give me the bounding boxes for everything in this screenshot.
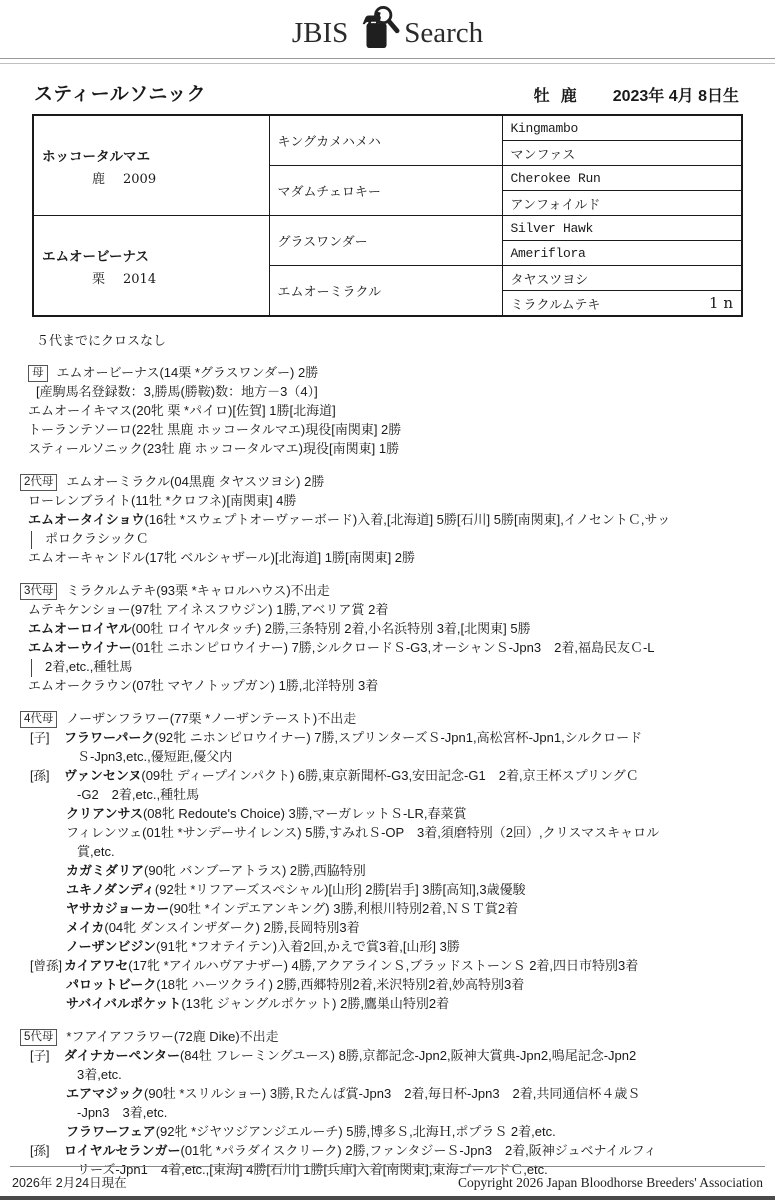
pedigree-line [20, 529, 775, 548]
record-text: (04牝 ダンスインザダーク) 2勝,長岡特別3着 [104, 920, 360, 935]
pedigree-line [20, 785, 775, 804]
pedigree-line [20, 600, 775, 619]
horse-name: フラワーフェア [66, 1124, 156, 1139]
divider-line [0, 63, 775, 64]
record-text: (14栗 *グラスワンダー) 2勝 [159, 365, 319, 380]
sire-name: ホッコータルマエ [42, 148, 150, 164]
pedigree-line [20, 657, 775, 676]
race-detail: -G2 2着,etc.,種牡馬 [77, 787, 200, 802]
title-row [34, 79, 739, 106]
section-head [20, 709, 775, 728]
horse-name: ユキノダンディ [66, 882, 155, 897]
dam-coat: 栗 [92, 270, 106, 286]
grandparent-cell: マダムチェロキー [269, 166, 502, 216]
record-text: (91牝 *フオテイテン)入着2回,かえで賞3着,[山形] 3勝 [156, 939, 460, 954]
record-text: (20牝 栗 *パイロ)[佐賀] 1勝[北海道] [132, 403, 336, 418]
pedigree-line [20, 766, 775, 785]
sire-coat: 鹿 [92, 170, 106, 186]
horse-name: エムオークラウン [28, 678, 133, 693]
section-dam4 [0, 709, 775, 1013]
horse-name: カイアワセ [64, 958, 129, 973]
bottom-band [0, 1196, 775, 1200]
race-detail: リーズ-Jpn1 4着,etc.,[東海] 4勝[石川] 1勝[兵庫]入着[南関東],東海ゴールドＣ,etc. [77, 1162, 548, 1177]
greatgrandparent-cell: タヤスツヨシ [502, 266, 742, 291]
record-text: (11牡 *クロフネ)[南関東] 4勝 [131, 493, 297, 508]
horse-name: エムオーキャンドル [28, 550, 146, 565]
record-text: (04黒鹿 タヤスツヨシ) 2勝 [170, 474, 325, 489]
race-detail: 3着,etc. [77, 1067, 122, 1082]
record-text: (92牝 *ジヤツジアンジエルーチ) 5勝,博多Ｓ,北海Ｈ,ポプラＳ 2着,etc. [155, 1124, 556, 1139]
horse-name: ロイヤルセランガー [64, 1143, 181, 1158]
race-detail: -Jpn3 3着,etc. [77, 1105, 168, 1120]
pedigree-line [20, 823, 775, 842]
record-text: (18牝 ハーツクライ) 2勝,西郷特別2着,米沢特別2着,妙高特別3着 [156, 977, 525, 992]
pedigree-line [20, 638, 775, 657]
record-text: (16牡 *スウェプトオーヴァーボード)入着,[北海道] 5勝[石川] 5勝[南関東],イノセントＣ,サッ [144, 512, 671, 527]
section-head [20, 472, 775, 491]
greatgrandparent-cell: Cherokee Run [502, 166, 742, 191]
greatgrandparent-cell: Ameriflora [502, 241, 742, 266]
record-text: (08牝 Redoute's Choice) 3勝,マーガレットＳ-LR,春菜賞 [142, 806, 467, 821]
pedigree-line [20, 975, 775, 994]
header-divider [0, 58, 775, 64]
pedigree-line [20, 1103, 775, 1122]
pedigree-line [20, 1084, 775, 1103]
race-detail: Ｓ-Jpn3,etc.,優短距,優父内 [77, 749, 233, 764]
generation-box: 4代母 [20, 711, 57, 728]
record-text: (07牡 マヤノトップガン) 1勝,北洋特別 3着 [132, 678, 379, 693]
horse-name: エムオーロイヤル [28, 621, 132, 636]
horse-silhouette [363, 12, 381, 25]
generation-box: 5代母 [20, 1029, 57, 1046]
section-dam [0, 363, 775, 458]
horse-name: エアマジック [66, 1086, 145, 1101]
pedigree-line [20, 956, 775, 975]
record-text: (17牝 *アイルハヴアナザー) 4勝,アクアラインＳ,ブラッドストーンＳ 2着,四日市特別3着 [128, 958, 639, 973]
horse-name: エムオーミラクル [66, 474, 171, 489]
dam-cell [33, 216, 269, 317]
jbis-logo [292, 5, 483, 48]
record-text: (90牡 *インデエアンキング) 3勝,利根川特別2着,ＮＳＴ賞2着 [169, 901, 519, 916]
magnifier-handle [389, 21, 397, 31]
record-text: (01牝 *パラダイスクリーク) 2勝,ファンタジーＳ-Jpn3 2着,阪神ジュベナイルフィ [180, 1143, 657, 1158]
pedigree-line [20, 491, 775, 510]
divider-line [0, 58, 775, 59]
pedigree-line [20, 899, 775, 918]
sex-label: 牡 [533, 88, 550, 105]
record-text: (01牡 ニホンピロウイナー) 7勝,シルクロードＳ-G3,オーシャンＳ-Jpn3 2着,福島民友Ｃ-L [131, 640, 655, 655]
horse-name: ムテキケンショー [28, 602, 131, 617]
relation-label: [孫] [30, 1144, 50, 1158]
record-text: (22牡 黒鹿 ホッコータルマエ)現役[南関東] 2勝 [131, 422, 402, 437]
race-detail: 2着,etc.,種牡馬 [45, 659, 133, 674]
section-head [20, 581, 775, 600]
horse-name: エムオーイキマス [28, 403, 133, 418]
race-detail: ポロクラシックＣ [45, 531, 149, 546]
branch-bar [31, 531, 32, 549]
horse-name: エムオービーナス [56, 365, 160, 380]
record-text: (23牡 鹿 ホッコータルマエ)現役[南関東] 1勝 [142, 441, 400, 456]
birthdate-label: 2023年 4月 8日生 [612, 88, 739, 105]
pedigree-line [20, 1122, 775, 1141]
horse-name: ローレンブライト [28, 493, 132, 508]
record-text: (84牡 フレーミングユース) 8勝,京都記念-Jpn2,阪神大賞典-Jpn2,鳴尾記念-Jpn2 [179, 1048, 637, 1063]
greatgrandparent-name: ミラクルムテキ [510, 296, 601, 312]
dam-coat-year [42, 268, 261, 287]
cross-note: ５代までにクロスなし [36, 333, 167, 348]
record-text: (77栗 *ノーザンテースト)不出走 [169, 711, 357, 726]
pedigree-line [20, 747, 775, 766]
horse-name: スティールソニック [28, 441, 143, 456]
horse-name: *フアイアフラワー [66, 1029, 174, 1044]
pedigree-line [20, 728, 775, 747]
jbis-logo-icon [353, 5, 401, 49]
horse-name: サバイバルポケット [66, 996, 182, 1011]
horse-name: ヤサカジョーカー [66, 901, 170, 916]
greatgrandparent-cell: マンファス [502, 141, 742, 166]
race-detail: 賞,etc. [77, 844, 115, 859]
horse-name: フィレンツェ [66, 825, 143, 840]
registry-info: [産駒馬名登録数：3,勝馬(勝鞍)数：地方－3（4）] [36, 384, 318, 399]
record-text: (93栗 *キャロルハウス)不出走 [156, 583, 330, 598]
grandparent-cell: エムオーミラクル [269, 266, 502, 317]
footer [10, 1166, 765, 1191]
horse-name: エムオータイショウ [28, 512, 145, 527]
branch-bar [31, 659, 32, 677]
pedigree-line [20, 1141, 775, 1160]
generation-box: 母 [28, 365, 48, 382]
record-text: (97牡 アイネスフウジン) 1勝,アベリア賞 2着 [130, 602, 389, 617]
generation-box: 2代母 [20, 474, 57, 491]
grandparent-cell: キングカメハメハ [269, 115, 502, 166]
pedigree-line [20, 619, 775, 638]
section-dam2 [0, 472, 775, 567]
pedigree-line [20, 420, 775, 439]
horse-title: スティールソニック [34, 84, 207, 105]
horse-name: トーランテソーロ [28, 422, 132, 437]
horse-name: パロットビーク [66, 977, 157, 992]
section-head [20, 363, 775, 382]
record-text: (90牡 *スリルショー) 3勝,Ｒたんぱ賞-Jpn3 2着,毎日杯-Jpn3 2着,共同通信杯４歳Ｓ [144, 1086, 641, 1101]
dam-name: エムオービーナス [42, 248, 149, 264]
corner-note: 1 n [709, 293, 733, 312]
horse-name: クリアンサス [66, 806, 143, 821]
relation-label: [子] [30, 1049, 50, 1063]
pedigree-line [20, 1046, 775, 1065]
pedigree-line [20, 842, 775, 861]
logo-text-search: Search [404, 17, 484, 49]
horse-name: ミラクルムテキ [66, 583, 157, 598]
record-text: (01牡 *サンデーサイレンス) 5勝,すみれＳ-OP 3着,須磨特別（2回）,クリスマスキャロル [142, 825, 660, 840]
coat-label: 鹿 [560, 88, 577, 105]
greatgrandparent-cell: アンフォイルド [502, 191, 742, 216]
pedigree-line [20, 439, 775, 458]
horse-name: ダイナカーペンター [64, 1048, 180, 1063]
barrel-shape [367, 23, 387, 48]
pedigree-line [20, 401, 775, 420]
sex-coat-birth [534, 83, 739, 106]
dam-year: 2014 [123, 271, 157, 287]
horse-name: エムオーウイナー [28, 640, 132, 655]
sections [0, 363, 775, 1179]
pedigree-line [20, 918, 775, 937]
pedigree-line [20, 937, 775, 956]
pedigree-line [20, 880, 775, 899]
pedigree-line [20, 382, 775, 401]
record-text: (13牝 ジャングルポケット) 2勝,鷹巣山特別2着 [181, 996, 450, 1011]
record-text: (92牡 *リフアーズスペシャル)[山形] 2勝[岩手] 3勝[高知],3歳優駿 [154, 882, 526, 897]
record-text: (17牝 ベルシャザール)[北海道] 1勝[南関東] 2勝 [145, 550, 416, 565]
pedigree-line [20, 804, 775, 823]
greatgrandparent-cell [502, 291, 742, 317]
record-text: (00牡 ロイヤルタッチ) 2勝,三条特別 2着,小名浜特別 3着,[北関東] 5勝 [131, 621, 531, 636]
sire-year: 2009 [123, 171, 157, 187]
relation-label: [子] [30, 731, 50, 745]
pedigree-line [20, 510, 775, 529]
horse-name: カガミダリア [66, 863, 145, 878]
as-of-date: 2026年 2月24日現在 [12, 1176, 127, 1190]
record-text: (90牝 バンブーアトラス) 2勝,西脇特別 [144, 863, 366, 878]
pedigree-line [20, 861, 775, 880]
pedigree-table [32, 114, 743, 317]
horse-name: メイカ [66, 920, 105, 935]
section-head [20, 1027, 775, 1046]
greatgrandparent-cell: Silver Hawk [502, 216, 742, 241]
header [0, 0, 775, 55]
grandparent-cell: グラスワンダー [269, 216, 502, 266]
pedigree-line [20, 676, 775, 695]
section-dam5 [0, 1027, 775, 1179]
section-dam3 [0, 581, 775, 695]
relation-label: [孫] [30, 769, 50, 783]
pedigree-line [20, 994, 775, 1013]
generation-box: 3代母 [20, 583, 57, 600]
copyright-text: Copyright 2026 Japan Bloodhorse Breeders' Association [457, 1175, 763, 1190]
sire-cell [33, 115, 269, 216]
pedigree-line [20, 548, 775, 567]
horse-name: ノーザンビジン [66, 939, 157, 954]
pedigree-line [20, 1065, 775, 1084]
horse-name: ノーザンフラワー [66, 711, 170, 726]
relation-label: [曾孫] [30, 959, 62, 973]
horse-name: フラワーパーク [64, 730, 155, 745]
record-text: (72鹿 Dike)不出走 [173, 1029, 279, 1044]
record-text: (92牝 ニホンピロウイナー) 7勝,スプリンターズＳ-Jpn1,高松宮杯-Jpn1,シルクロード [154, 730, 643, 745]
record-text: (09牡 ディープインパクト) 6勝,東京新聞杯-G3,安田記念-G1 2着,京王杯スプリングＣ [141, 768, 639, 783]
sire-coat-year [42, 168, 261, 187]
horse-name: ヴァンセンヌ [64, 768, 142, 783]
greatgrandparent-cell: Kingmambo [502, 115, 742, 141]
logo-text-jbis: JBIS [291, 17, 349, 49]
